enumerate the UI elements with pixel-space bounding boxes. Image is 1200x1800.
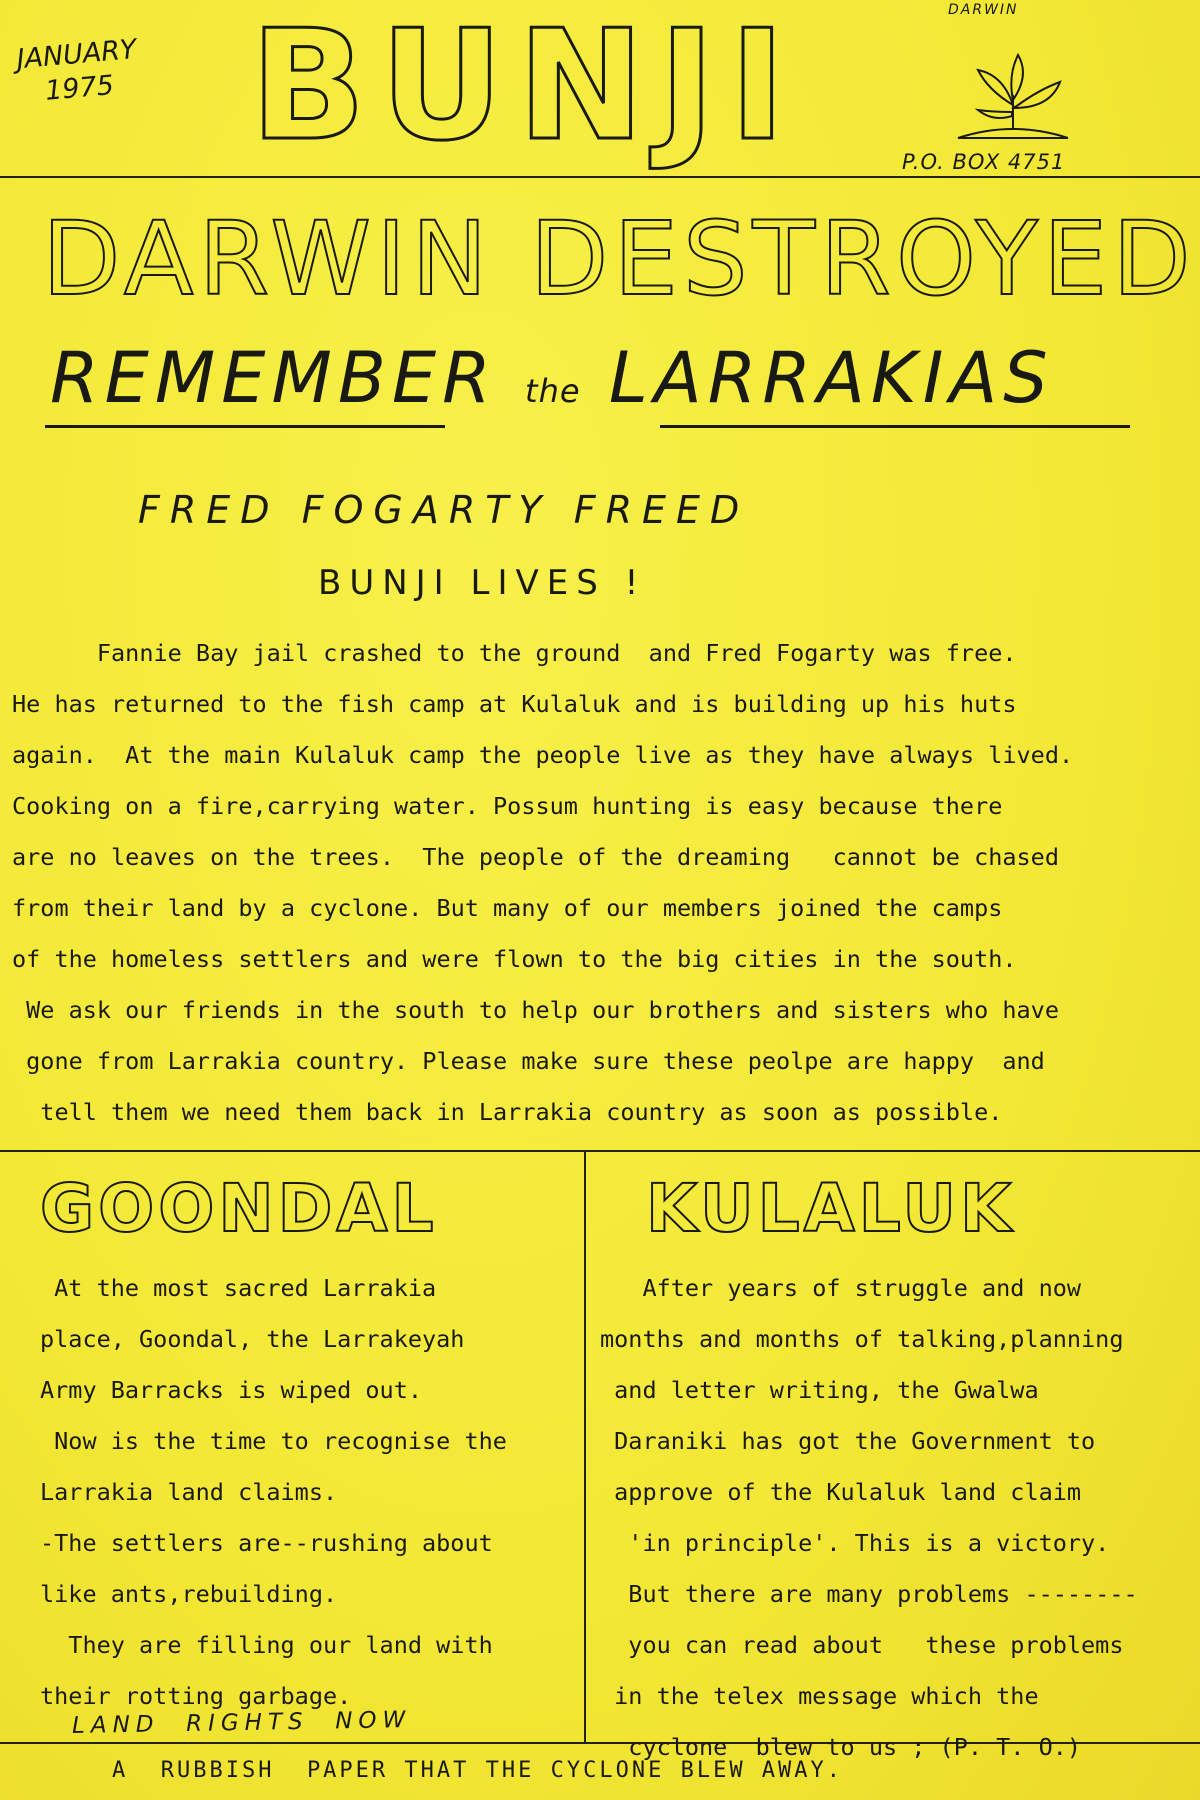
main-story-line: Fannie Bay jail crashed to the ground and Fred Fogarty was free. (12, 639, 1017, 667)
headline-the-word: the (525, 372, 581, 410)
goondal-heading: GOONDAL (40, 1170, 438, 1247)
main-story-line: Cooking on a fire,carrying water. Possum hunting is easy because there (12, 792, 1003, 820)
main-story-line: are no leaves on the trees. The people of the dreaming cannot be chased (12, 843, 1059, 871)
headline-remember (50, 338, 1054, 431)
headline-larrakias-word: LARRAKIAS (608, 337, 1054, 419)
goondal-line: At the most sacred Larrakia (40, 1274, 437, 1302)
issue-month: JANUARY (15, 33, 138, 76)
headline-remember-word: REMEMBER (50, 337, 497, 419)
issue-year: 1975 (43, 70, 116, 107)
masthead-city: DARWIN (948, 2, 1019, 18)
headline-underline-left (45, 425, 445, 428)
kulaluk-line: 'in principle'. This is a victory. (600, 1529, 1110, 1557)
goondal-story (40, 1263, 580, 1722)
masthead-title: BUNJI (250, 0, 800, 174)
plant-sprout-icon (948, 50, 1078, 150)
kulaluk-story (600, 1263, 1190, 1773)
kulaluk-line: you can read about these problems (600, 1631, 1124, 1659)
kulaluk-line: and letter writing, the Gwalwa (600, 1376, 1039, 1404)
goondal-line: -The settlers are--rushing about (40, 1529, 493, 1557)
issue-date (15, 33, 141, 111)
main-story-line: again. At the main Kulaluk camp the people live as they have always lived. (12, 741, 1074, 769)
main-story-line: from their land by a cyclone. But many of our members joined the camps (12, 894, 1003, 922)
po-box: P.O. BOX 4751 (902, 150, 1066, 174)
land-rights-slogan: LAND RIGHTS NOW (71, 1707, 412, 1739)
kulaluk-line: months and months of talking,planning (600, 1325, 1124, 1353)
main-story-line: He has returned to the fish camp at Kulaluk and is building up his huts (12, 690, 1017, 718)
kulaluk-heading: KULALUK (646, 1170, 1016, 1247)
goondal-line: place, Goondal, the Larrakeyah (40, 1325, 465, 1353)
kulaluk-line: But there are many problems -------- (600, 1580, 1138, 1608)
kulaluk-line: approve of the Kulaluk land claim (600, 1478, 1082, 1506)
kulaluk-line: cyclone blew to us ; (P. T. O.) (600, 1733, 1082, 1761)
kulaluk-line: in the telex message which the (600, 1682, 1039, 1710)
subhead-fogarty-freed: FRED FOGARTY FREED (138, 488, 750, 532)
masthead-divider (0, 176, 1200, 178)
headline-darwin-destroyed: DARWIN DESTROYED (42, 200, 1196, 319)
main-story-line: gone from Larrakia country. Please make sure these peolpe are happy and (12, 1047, 1045, 1075)
goondal-line: their rotting garbage. (40, 1682, 352, 1710)
main-story-line: tell them we need them back in Larrakia country as soon as possible. (12, 1098, 1003, 1126)
main-story (12, 628, 1192, 1138)
goondal-line: Army Barracks is wiped out. (40, 1376, 423, 1404)
goondal-line: They are filling our land with (40, 1631, 493, 1659)
subhead-bunji-lives: BUNJI LIVES ! (318, 563, 647, 603)
goondal-line: Now is the time to recognise the (40, 1427, 507, 1455)
kulaluk-line: After years of struggle and now (600, 1274, 1082, 1302)
goondal-line: like ants,rebuilding. (40, 1580, 338, 1608)
footer-tagline: A RUBBISH PAPER THAT THE CYCLONE BLEW AWAY. (112, 1758, 844, 1783)
main-story-line: We ask our friends in the south to help our brothers and sisters who have (12, 996, 1059, 1024)
goondal-line: Larrakia land claims. (40, 1478, 338, 1506)
main-story-line: of the homeless settlers and were flown to the big cities in the south. (12, 945, 1017, 973)
column-divider (584, 1150, 586, 1742)
section-divider (0, 1150, 1200, 1152)
kulaluk-line: Daraniki has got the Government to (600, 1427, 1096, 1455)
headline-underline-right (660, 425, 1130, 428)
